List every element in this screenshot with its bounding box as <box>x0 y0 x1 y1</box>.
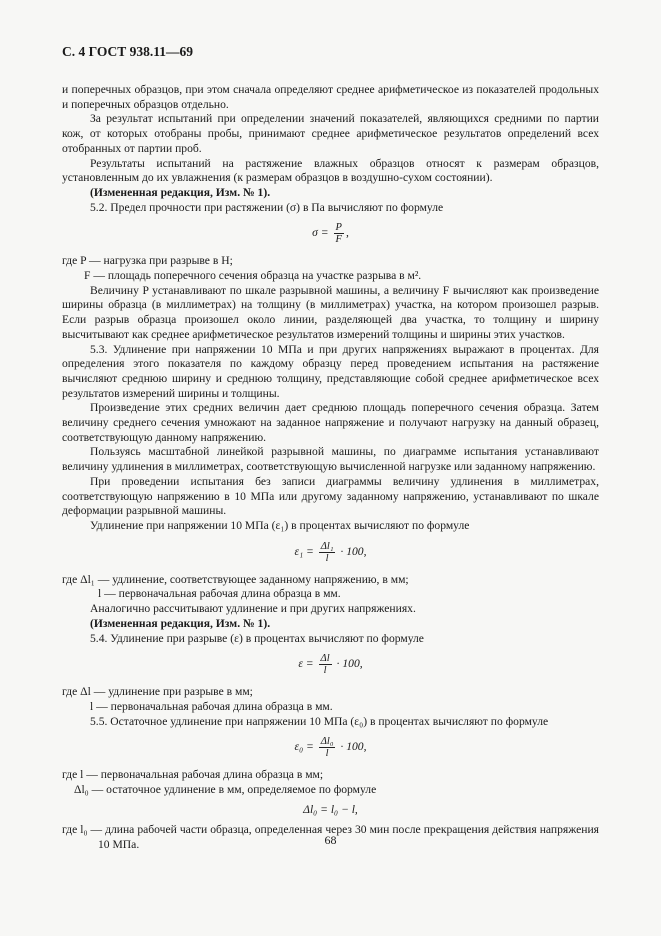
definition: F — площадь поперечного сечения образца на участке разрыва в м². <box>84 269 422 283</box>
definition: где Δl₁ — удлинение, соответствующее заданному напряжению, в мм; <box>62 572 409 586</box>
definition: где P — нагрузка при разрыве в Н; <box>62 254 233 268</box>
formula-delta-l0: Δl₀ = l₀ − l, <box>303 802 358 816</box>
formula-fraction <box>319 736 336 759</box>
paragraph: Удлинение при напряжении 10 МПа (ε₁) в процентах вычисляют по формуле <box>90 518 470 532</box>
formula-denominator: l <box>325 748 329 760</box>
definitions <box>62 573 599 602</box>
definition: где Δl — удлинение при разрыве в мм; <box>62 685 253 699</box>
formula-epsilon <box>62 653 599 676</box>
paragraph: Произведение этих средних величин дает среднюю площадь поперечного сечения образца. Затем величину среднего сечения умножают на заданное напряжение и получают нагрузку на данный образец, соответствующую данному напряжению. <box>62 401 599 444</box>
definition: где l₀ — длина рабочей части образца, определенная через 30 мин после прекращения действия напряжения 10 МПа. <box>62 823 599 852</box>
formula-lhs: ε₁ = <box>294 544 314 558</box>
formula-tail: · 100, <box>336 657 363 671</box>
formula-denominator: l <box>323 665 327 677</box>
formula-fraction <box>319 653 332 676</box>
edit-note: (Измененная редакция, Изм. № 1). <box>90 185 271 199</box>
formula-denominator: F <box>335 234 342 246</box>
paragraph: Величину P устанавливают по шкале разрывной машины, а величину F вычисляют как произведение ширины образца (в миллиметрах) на толщину (в миллиметрах) участка, на котором произошел разрыв. Если разрыв образца произошел около линии, разделяющей два участка, то толщину и ширину высчитывают как среднее арифметическое результатов измерений толщины и ширины этих участков. <box>62 283 599 341</box>
definition: l — первоначальная рабочая длина образца в мм. <box>98 587 341 601</box>
formula-epsilon0 <box>62 736 599 759</box>
paragraph: Результаты испытаний на растяжение влажных образцов относят к размерам образцов, установленным до их увлажнения (к размерам образцов в воздушно-сухом состоянии). <box>62 156 599 185</box>
formula-lhs: σ = <box>312 226 329 240</box>
formula-numerator: P <box>335 222 342 234</box>
section-5-4: 5.4. Удлинение при разрыве (ε) в процентах вычисляют по формуле <box>90 631 424 645</box>
definitions <box>62 768 599 797</box>
definition: Δl₀ — остаточное удлинение в мм, определяемое по формуле <box>74 783 377 797</box>
formula-denominator: l <box>325 552 329 564</box>
formula-lhs: ε₀ = <box>294 740 314 754</box>
formula-tail: · 100, <box>340 740 367 754</box>
paragraph: При проведении испытания без записи диаграммы величину удлинения в миллиметрах, соответствующую напряжению в 10 МПа или другому заданному напряжению, устанавливают по шкале деформации разрывной машины. <box>62 474 599 518</box>
formula-numerator: Δl <box>320 653 330 665</box>
paragraph: и поперечных образцов, при этом сначала определяют среднее арифметическое из показателей продольных и поперечных образцов отдельно. <box>62 83 599 111</box>
paragraph: Аналогично рассчитывают удлинение и при других напряжениях. <box>90 602 416 616</box>
formula-lhs: ε = <box>298 657 314 671</box>
definitions <box>62 254 599 283</box>
formula-fraction <box>319 541 336 564</box>
document-body <box>62 83 599 853</box>
paragraph: За результат испытаний при определении значений показателей, являющихся средними по партии кож, от которых отобраны пробы, принимают среднее арифметическое результатов определений всех отобранных от партии проб. <box>62 112 599 155</box>
formula-tail: · 100, <box>340 544 367 558</box>
definition: l — первоначальная рабочая длина образца в мм. <box>90 699 333 713</box>
formula-fraction <box>334 222 344 245</box>
formula-epsilon1 <box>62 541 599 564</box>
formula-tail: , <box>345 226 349 240</box>
formula-numerator: Δl₀ <box>320 736 334 748</box>
formula-numerator: Δl₁ <box>320 540 334 552</box>
definition: где l — первоначальная рабочая длина образца в мм; <box>62 768 324 782</box>
formula-sigma <box>62 222 599 245</box>
section-5-5: 5.5. Остаточное удлинение при напряжении 10 МПа (ε₀) в процентах вычисляют по формуле <box>90 714 549 728</box>
section-5-2: 5.2. Предел прочности при растяжении (σ) в Па вычисляют по формуле <box>90 200 444 214</box>
page-header: С. 4 ГОСТ 938.11—69 <box>62 44 194 59</box>
definitions <box>62 685 599 714</box>
page-number: 68 <box>324 833 337 847</box>
paragraph: Пользуясь масштабной линейкой разрывной машины, по диаграмме испытания устанавливают величину удлинения в миллиметрах, соответствующую вычисленной нагрузке или заданному напряжению. <box>62 445 599 474</box>
section-5-3: 5.3. Удлинение при напряжении 10 МПа и при других напряжениях выражают в процентах. Для определения этого показателя по каждому образцу перед проведением испытания на растяжение вычисляют среднюю ширину и среднюю толщину, представляющие собой среднее арифметическое всех результатов измерений ширины и толщины. <box>62 342 599 400</box>
edit-note: (Измененная редакция, Изм. № 1). <box>90 616 271 630</box>
